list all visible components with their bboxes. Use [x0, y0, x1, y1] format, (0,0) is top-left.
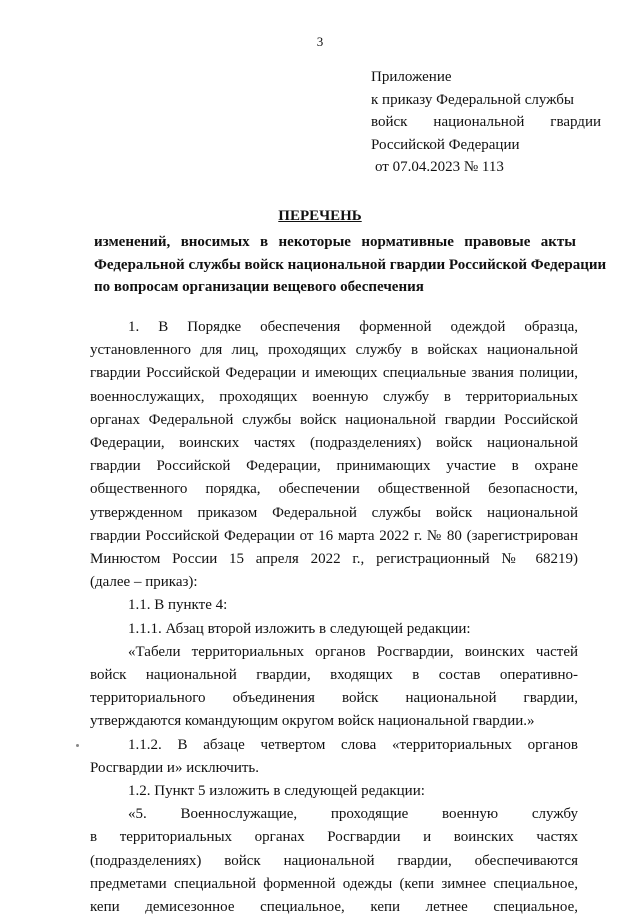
- document-subtitle: [94, 231, 607, 299]
- body-line: гвардии Российской Федерации, принимающих участие в охране: [90, 458, 578, 475]
- appendix-block: [371, 66, 601, 179]
- scan-mark: [76, 744, 79, 747]
- body-line: «5. Военнослужащие, проходящие военную службу: [128, 806, 578, 823]
- body-line: 1.1.1. Абзац второй изложить в следующей редакции:: [128, 620, 471, 637]
- body-line: 1.2. Пункт 5 изложить в следующей редакции:: [128, 783, 425, 800]
- appendix-line: от 07.04.2023 № 113: [375, 159, 504, 175]
- page-number: 3: [316, 34, 324, 49]
- body-line: в территориальных органах Росгвардии и воинских частях: [90, 829, 578, 846]
- body-line: утвержденном приказом Федеральной службы войск национальной: [90, 504, 578, 521]
- body-line: кепи демисезонное специальное, кепи летнее специальное,: [90, 899, 578, 916]
- appendix-line: к приказу Федеральной службы: [371, 91, 575, 108]
- subtitle-line: изменений, вносимых в некоторые нормативные правовые акты: [94, 234, 576, 250]
- body-line: установленного для лиц, проходящих службу в войсках национальной: [90, 342, 578, 359]
- body-line: территориального объединения войск национальной гвардии,: [90, 690, 578, 707]
- body-line: 1.1.2. В абзаце четвертом слова «территориальных органов: [128, 736, 578, 753]
- body-line: «Табели территориальных органов Росгвардии, воинских частей: [128, 643, 578, 660]
- subtitle-line: Федеральной службы войск национальной гвардии Российской Федерации: [94, 256, 607, 273]
- body-line: военнослужащих, проходящих военную службу в территориальных: [90, 388, 578, 405]
- body-line: (подразделениях) войск национальной гвардии, обеспечиваются: [90, 852, 578, 869]
- body-line: Росгвардии и» исключить.: [90, 759, 260, 776]
- body-line: общественного порядка, обеспечении общественной безопасности,: [90, 481, 578, 498]
- document-body: [90, 316, 578, 919]
- body-line: Минюстом России 15 апреля 2022 г., регистрационный № 68219): [90, 551, 578, 568]
- body-line: гвардии Российской Федерации и имеющих специальные звания полиции,: [90, 365, 578, 382]
- body-line: предметами специальной форменной одежды (кепи зимнее специальное,: [90, 875, 578, 892]
- subtitle-line: по вопросам организации вещевого обеспечения: [94, 279, 424, 295]
- body-line: Федерации, воинских частях (подразделениях) войск национальной: [90, 435, 578, 452]
- document-title: ПЕРЕЧЕНЬ: [278, 208, 362, 224]
- appendix-line: Российской Федерации: [371, 136, 520, 153]
- body-line: (далее – приказ):: [90, 574, 198, 591]
- body-line: утверждаются командующим округом войск национальной гвардии.»: [90, 713, 535, 730]
- body-line: органах Федеральной службы войск национальной гвардии Российской: [90, 411, 578, 428]
- body-line: гвардии Российской Федерации от 16 марта 2022 г. № 80 (зарегистрирован: [90, 527, 578, 544]
- body-line: 1. В Порядке обеспечения форменной одеждой образца,: [128, 319, 578, 335]
- appendix-line: Приложение: [371, 69, 452, 85]
- body-line: 1.1. В пункте 4:: [128, 597, 228, 614]
- appendix-line: войск национальной гвардии: [371, 114, 601, 130]
- body-line: войск национальной гвардии, входящих в состав оперативно-: [90, 667, 578, 684]
